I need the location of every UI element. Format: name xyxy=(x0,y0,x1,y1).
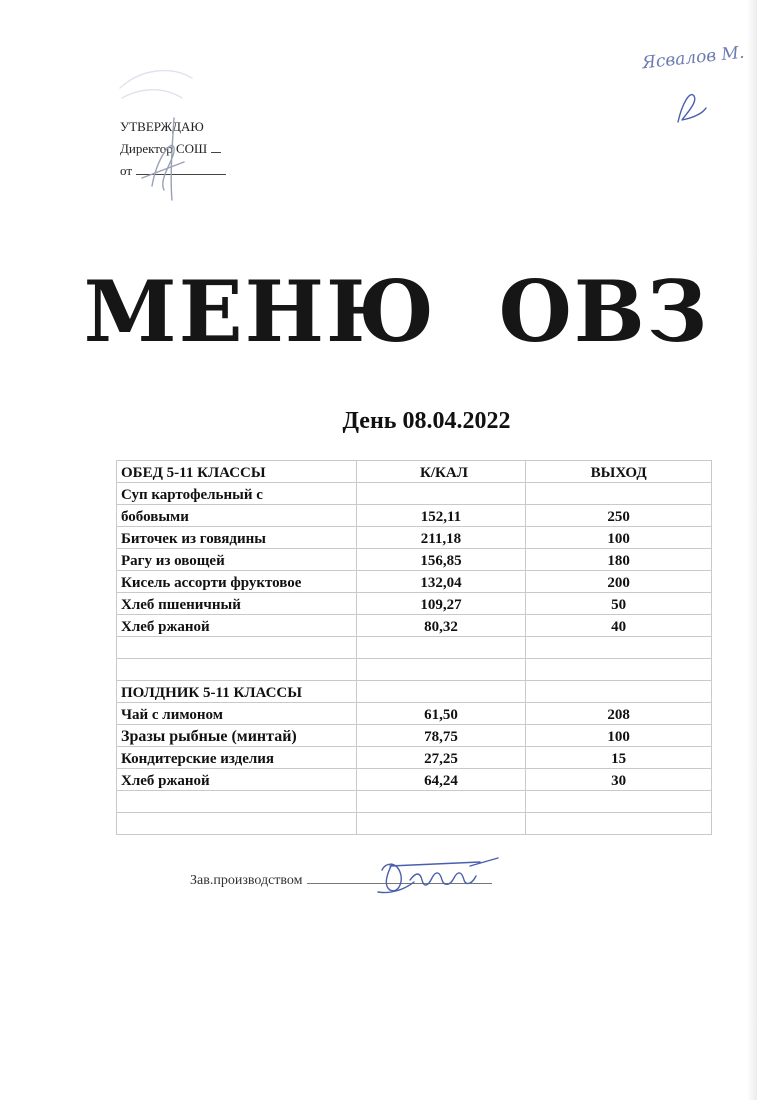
empty-cell xyxy=(117,637,357,659)
empty-cell xyxy=(356,659,526,681)
approval-heading: УТВЕРЖДАЮ xyxy=(120,119,204,134)
table-row xyxy=(117,725,712,747)
empty-cell xyxy=(356,791,526,813)
dish-name: Суп картофельный с xyxy=(117,483,357,505)
table-row xyxy=(117,483,712,505)
table-header-row xyxy=(117,461,712,483)
dish-kcal: 211,18 xyxy=(356,527,526,549)
dish-output: 50 xyxy=(526,593,712,615)
dish-output: 250 xyxy=(526,505,712,527)
dish-output: 208 xyxy=(526,703,712,725)
dish-kcal: 61,50 xyxy=(356,703,526,725)
empty-row xyxy=(117,637,712,659)
dish-kcal: 64,24 xyxy=(356,769,526,791)
empty-cell xyxy=(356,637,526,659)
dish-name: Кондитерские изделия xyxy=(117,747,357,769)
dish-output: 180 xyxy=(526,549,712,571)
empty-cell xyxy=(526,681,712,703)
table-row xyxy=(117,615,712,637)
dish-output: 100 xyxy=(526,527,712,549)
empty-cell xyxy=(526,813,712,835)
corner-handwritten-note: Ясвалов М. xyxy=(641,42,746,74)
table-row xyxy=(117,769,712,791)
dish-kcal: 78,75 xyxy=(356,725,526,747)
dish-output: 100 xyxy=(526,725,712,747)
snack-section-header: ПОЛДНИК 5-11 КЛАССЫ xyxy=(117,681,357,703)
dish-name: Зразы рыбные (минтай) xyxy=(117,725,357,747)
menu-table xyxy=(116,460,712,835)
production-manager-signature xyxy=(370,852,510,902)
table-row xyxy=(117,571,712,593)
dish-output: 200 xyxy=(526,571,712,593)
table-row xyxy=(117,593,712,615)
dish-kcal: 152,11 xyxy=(356,505,526,527)
dish-name: Хлеб ржаной xyxy=(117,769,357,791)
empty-cell xyxy=(356,813,526,835)
dish-kcal: 109,27 xyxy=(356,593,526,615)
corner-initial-mark xyxy=(668,84,712,130)
empty-cell xyxy=(117,659,357,681)
director-signature xyxy=(112,58,222,218)
empty-cell xyxy=(356,681,526,703)
approval-position-text: Директор СОШ xyxy=(120,141,208,156)
table-row xyxy=(117,703,712,725)
dish-name: Чай с лимоном xyxy=(117,703,357,725)
dish-output: 40 xyxy=(526,615,712,637)
empty-row xyxy=(117,791,712,813)
dish-output-empty xyxy=(526,483,712,505)
page-title: МЕНЮ ОВЗ xyxy=(83,262,710,361)
lunch-section-header: ОБЕД 5-11 КЛАССЫ xyxy=(117,461,357,483)
empty-cell xyxy=(526,791,712,813)
output-column-header: ВЫХОД xyxy=(526,461,712,483)
dish-output: 30 xyxy=(526,769,712,791)
menu-date: День 08.04.2022 xyxy=(342,408,511,434)
empty-row xyxy=(117,813,712,835)
dish-kcal: 156,85 xyxy=(356,549,526,571)
footer-label: Зав.производством xyxy=(190,873,303,888)
dish-kcal: 27,25 xyxy=(356,747,526,769)
dish-name: Рагу из овощей xyxy=(117,549,357,571)
empty-cell xyxy=(526,659,712,681)
dish-name: Хлеб пшеничный xyxy=(117,593,357,615)
table-row xyxy=(117,527,712,549)
approval-date-prefix: от xyxy=(120,163,133,178)
dish-name: Биточек из говядины xyxy=(117,527,357,549)
dish-name-continued: бобовыми xyxy=(117,505,357,527)
dish-kcal: 80,32 xyxy=(356,615,526,637)
table-row xyxy=(117,747,712,769)
kcal-column-header: К/КАЛ xyxy=(356,461,526,483)
empty-row xyxy=(117,659,712,681)
table-row xyxy=(117,681,712,703)
page-edge-shadow xyxy=(747,0,757,1100)
dish-name: Кисель ассорти фруктовое xyxy=(117,571,357,593)
empty-cell xyxy=(526,637,712,659)
dish-kcal: 132,04 xyxy=(356,571,526,593)
dish-kcal-empty xyxy=(356,483,526,505)
table-row xyxy=(117,505,712,527)
empty-cell xyxy=(117,813,357,835)
dish-output: 15 xyxy=(526,747,712,769)
dish-name: Хлеб ржаной xyxy=(117,615,357,637)
table-row xyxy=(117,549,712,571)
empty-cell xyxy=(117,791,357,813)
